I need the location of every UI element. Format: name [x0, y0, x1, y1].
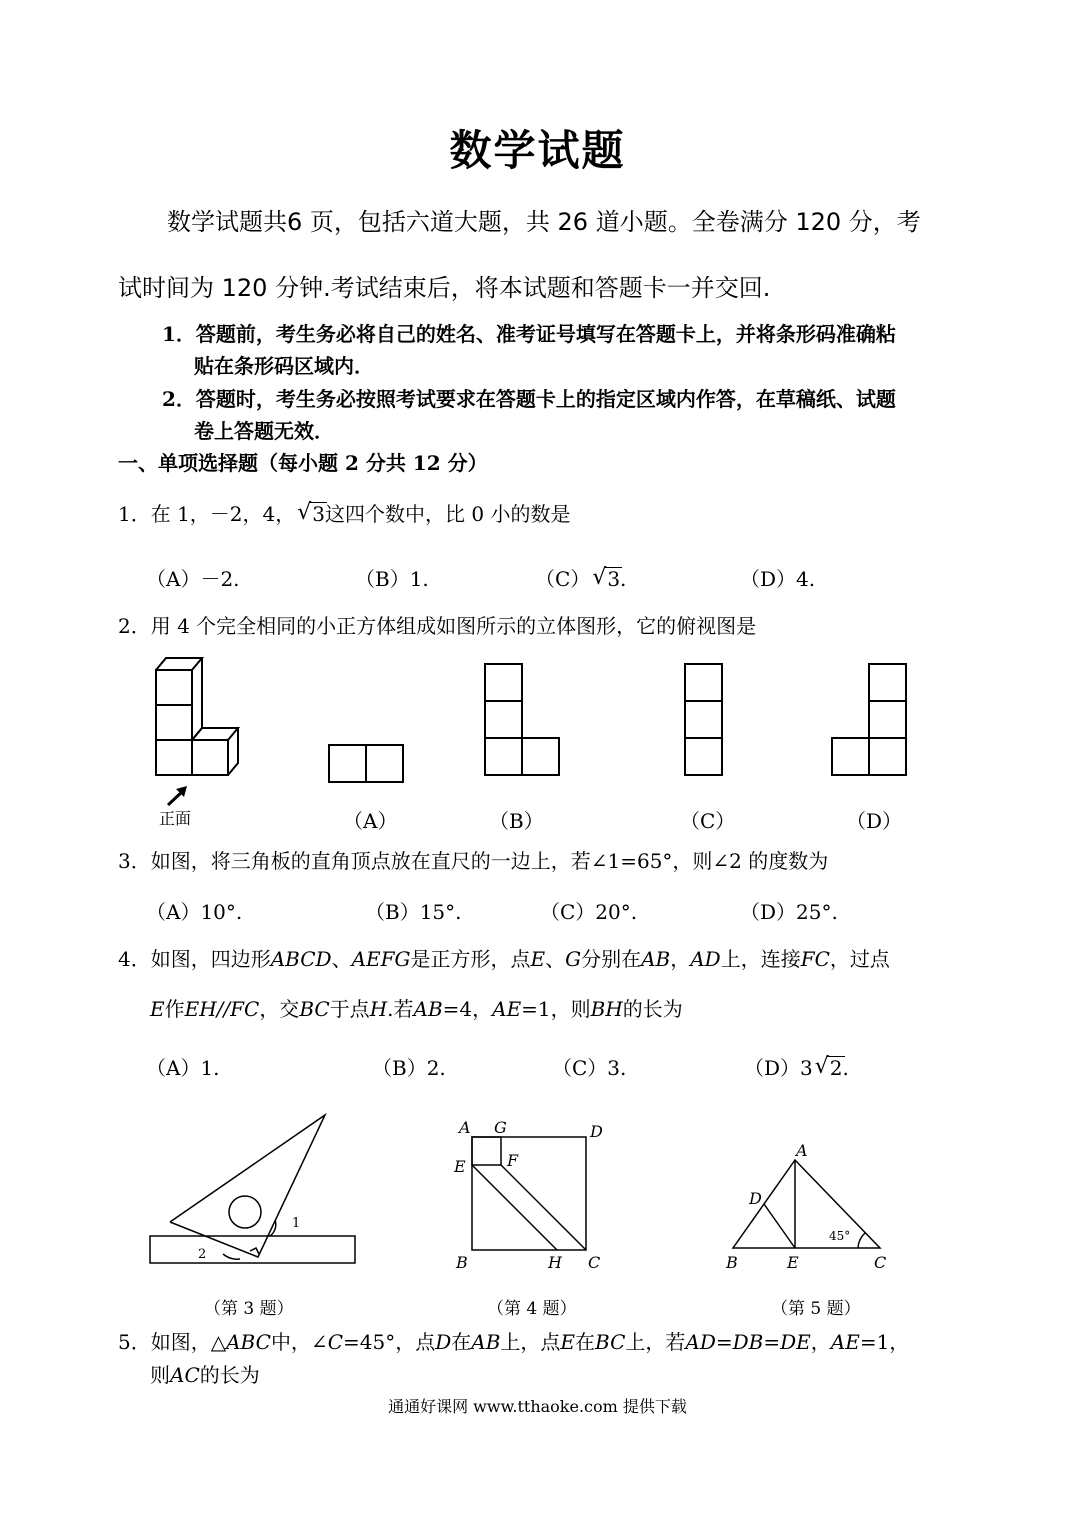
q4-ae: AE	[492, 997, 522, 1021]
q4-ab2: AB	[413, 997, 443, 1021]
q4-text: =1，则	[521, 997, 591, 1021]
q5-text: 5．如图，△	[118, 1330, 227, 1354]
q1-radical: √ 3	[297, 500, 325, 526]
segment-de	[764, 1204, 795, 1248]
question-3: 3．如图，将三角板的直角顶点放在直尺的一边上，若∠1=65°，则∠2 的度数为	[118, 849, 829, 873]
q4-text: .若	[387, 997, 414, 1021]
q4-option-d-radical: √ 2	[814, 1054, 843, 1080]
question-2: 2．用 4 个完全相同的小正方体组成如图所示的立体图形，它的俯视图是	[118, 614, 757, 638]
intro-line-2: 试时间为 120 分钟.考试结束后，将本试题和答题卡一并交回.	[118, 274, 771, 302]
q4-text: 4．如图，四边形	[118, 947, 271, 971]
q5-text: 在	[451, 1330, 472, 1354]
q1-option-d: （D）4.	[740, 567, 816, 591]
q5-abc: ABC	[226, 1330, 271, 1354]
label-a: A	[459, 1118, 471, 1137]
q4-bc: BC	[299, 997, 330, 1021]
note-2-line-2: 卷上答题无效．	[194, 419, 334, 443]
q3-option-c: （C）20°.	[540, 900, 638, 924]
q4-option-b: （B）2.	[372, 1056, 446, 1080]
q4-text: 于点	[329, 997, 370, 1021]
q5-bc: BC	[595, 1330, 626, 1354]
q5-text: =1，	[859, 1330, 910, 1354]
question-5-line-2	[150, 1359, 260, 1388]
q5-d: D	[435, 1330, 452, 1354]
q4-ab: AB	[641, 947, 671, 971]
q2-option-b-label: （B）	[489, 809, 544, 833]
angle-c-arc	[858, 1233, 865, 1248]
q4-text: =4，	[442, 997, 493, 1021]
q4-option-d-radicand: 2	[829, 1056, 843, 1080]
q4-e: E	[530, 947, 546, 971]
q3-option-b: （B）15°.	[365, 900, 462, 924]
q5-text: =45°，点	[343, 1330, 436, 1354]
q2-option-c-label: （C）	[680, 809, 736, 833]
label-b: B	[726, 1253, 738, 1272]
q4-option-c: （C）3.	[552, 1056, 627, 1080]
label-a: A	[796, 1141, 808, 1160]
label-c: C	[588, 1253, 601, 1272]
q1-option-c-radical: √ 3	[592, 565, 621, 591]
q4-h: H	[369, 997, 388, 1021]
label-g: G	[494, 1118, 507, 1137]
q1-text-post: 这四个数中，比 0 小的数是	[325, 502, 571, 526]
q4-option-d-label: （D）3	[744, 1056, 813, 1080]
q4-ad: AD	[690, 947, 721, 971]
label-e: E	[787, 1253, 799, 1272]
page-title: 数学试题	[449, 126, 626, 175]
q4-text: 作	[164, 997, 185, 1021]
q5-ae: AE	[830, 1330, 860, 1354]
q5-equality: AD=DB=DE	[685, 1330, 811, 1354]
figure-3	[150, 1115, 355, 1263]
q1-text-pre: 1．在 1，－2，4，	[118, 502, 296, 526]
q5-text: ，	[810, 1330, 831, 1354]
q1-option-b: （B）1.	[355, 567, 429, 591]
front-label: 正面	[159, 809, 192, 828]
figure-5-caption: （第 5 题）	[771, 1299, 861, 1319]
q1-option-c-label: （C）	[535, 567, 591, 591]
q1-option-c-dot: .	[620, 567, 627, 591]
angle-1-label: 1	[292, 1216, 301, 1231]
q5-ab: AB	[471, 1330, 501, 1354]
note-1-line-2: 贴在条形码区域内．	[194, 354, 374, 378]
label-c: C	[874, 1253, 887, 1272]
q4-text: 、	[331, 947, 352, 971]
q4-text: 是正方形，点	[410, 947, 531, 971]
q4-g: G	[565, 947, 582, 971]
q3-option-a: （A）10°.	[146, 900, 243, 924]
q4-e2: E	[150, 997, 165, 1021]
angle-45-label: 45°	[829, 1229, 851, 1243]
figure-3-caption: （第 3 题）	[204, 1299, 294, 1319]
right-angle-mark	[250, 1248, 259, 1254]
triangle-hole	[229, 1196, 261, 1228]
q4-text: 分别在	[581, 947, 642, 971]
q5-text: 上，点	[500, 1330, 561, 1354]
q4-option-d-dot: .	[842, 1056, 849, 1080]
label-d: D	[590, 1122, 603, 1141]
q5-text: 在	[575, 1330, 596, 1354]
label-d: D	[749, 1189, 762, 1208]
page-footer: 通通好课网 www.tthaoke.com 提供下载	[388, 1397, 687, 1416]
square-aefg	[472, 1137, 501, 1165]
q2-option-a-label: （A）	[343, 809, 398, 833]
q5-text: 中，∠	[270, 1330, 328, 1354]
figure-4-caption: （第 4 题）	[487, 1299, 577, 1319]
angle-2-arc	[223, 1254, 240, 1259]
q1-option-a: （A）－2.	[146, 567, 240, 591]
q4-option-a: （A）1.	[146, 1056, 220, 1080]
q5-ac: AC	[170, 1363, 200, 1387]
q4-text: 的长为	[622, 997, 683, 1021]
label-h: H	[548, 1253, 562, 1272]
q2-option-d-label: （D）	[846, 809, 903, 833]
q4-text: ，交	[259, 997, 300, 1021]
q5-c: C	[327, 1330, 344, 1354]
q4-aefg: AEFG	[351, 947, 411, 971]
q4-fc: FC	[800, 947, 830, 971]
q5-text: 的长为	[199, 1363, 260, 1387]
q4-text: 、	[545, 947, 566, 971]
q5-text: 则	[150, 1363, 170, 1387]
label-b: B	[456, 1253, 468, 1272]
q1-radicand: 3	[312, 502, 325, 526]
angle-2-label: 2	[198, 1247, 207, 1262]
q5-e: E	[560, 1330, 576, 1354]
q4-text: 上，连接	[720, 947, 801, 971]
q5-text: 上，若	[625, 1330, 686, 1354]
section-heading: 一、单项选择题（每小题 2 分共 12 分）	[118, 451, 488, 475]
label-e: E	[454, 1157, 466, 1176]
q4-text: ，过点	[829, 947, 890, 971]
label-f: F	[507, 1151, 519, 1170]
q4-abcd: ABCD	[270, 947, 332, 971]
note-2-line-1: 2．答题时，考生务必按照考试要求在答题卡上的指定区域内作答，在草稿纸、试题	[162, 387, 896, 411]
intro-line-1: 数学试题共6 页，包括六道大题，共 26 道小题。全卷满分 120 分，考	[167, 208, 921, 236]
question-5-line-1	[118, 1326, 909, 1355]
q1-option-c-radicand: 3	[607, 567, 621, 591]
note-1-line-1: 1．答题前，考生务必将自己的姓名、准考证号填写在答题卡上，并将条形码准确粘	[162, 322, 896, 346]
q3-option-d: （D）25°.	[740, 900, 838, 924]
q4-bh: BH	[590, 997, 623, 1021]
q4-text: ，	[670, 947, 691, 971]
figure-4	[472, 1137, 586, 1250]
q4-eh-fc: EH//FC	[184, 997, 260, 1021]
